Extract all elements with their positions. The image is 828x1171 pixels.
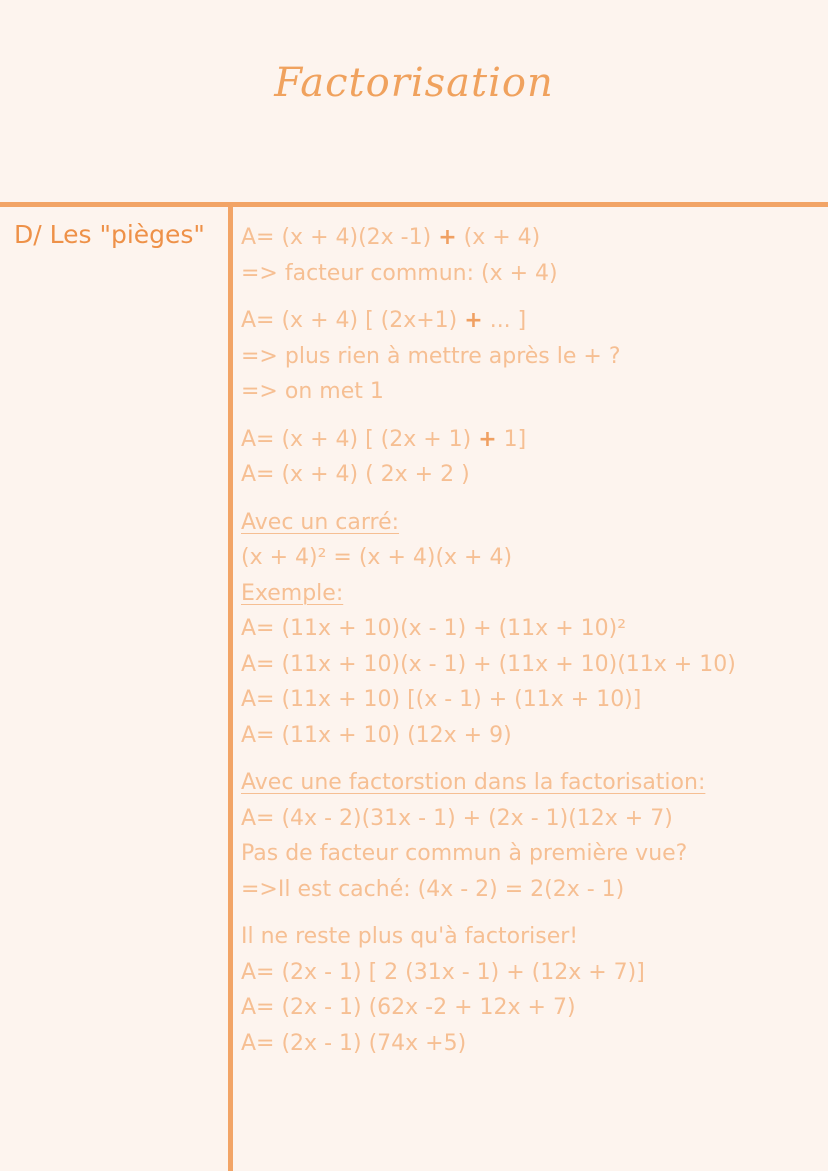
subheading: Exemple: [241,580,344,606]
note-line: Pas de facteur commun à première vue? [241,841,688,866]
note-block-nothing-left [241,303,821,410]
note-line: A= (2x - 1) (62x -2 + 12x + 7) [241,995,576,1020]
plus-sign: + [478,426,497,452]
note-line: A= (4x - 2)(31x - 1) + (2x - 1)(12x + 7) [241,805,673,831]
note-line: => plus rien à mettre après le + ? [241,343,621,369]
note-line: =>Il est caché: (4x - 2) = 2(2x - 1) [241,876,625,902]
note-line: => on met 1 [241,379,384,404]
plus-sign: + [464,308,483,333]
horizontal-divider [0,202,828,207]
page-title: Factorisation [274,60,554,106]
vertical-divider [228,207,233,1171]
note-text: 1] [496,426,527,452]
note-line: A= (11x + 10)(x - 1) + (11x + 10)(11x + 10) [241,651,736,677]
note-line [241,220,821,256]
section-label: D/ Les "pièges" [14,220,205,249]
note-line: A= (11x + 10)(x - 1) + (11x + 10)² [241,616,627,641]
note-text: ... ] [482,308,527,333]
subheading: Avec un carré: [241,509,400,535]
note-line: => facteur commun: (x + 4) [241,260,558,286]
notes-content [241,220,821,1073]
note-line: A= (2x - 1) [ 2 (31x - 1) + (12x + 7)] [241,959,645,985]
note-block-common-factor [241,220,821,291]
note-line [241,303,821,339]
note-block-final [241,919,821,1061]
note-block-square [241,505,821,754]
note-text: A= (x + 4) [ (2x + 1) [241,426,479,452]
note-block-result [241,422,821,493]
note-text: A= (x + 4) [ (2x+1) [241,308,465,333]
note-line: Il ne reste plus qu'à factoriser! [241,924,579,949]
plus-sign: + [438,225,457,250]
note-line [241,422,821,458]
note-line: (x + 4)² = (x + 4)(x + 4) [241,545,513,570]
note-line: A= (11x + 10) [(x - 1) + (11x + 10)] [241,687,642,712]
note-text: (x + 4) [456,225,541,250]
note-line: A= (11x + 10) (12x + 9) [241,722,512,748]
note-line: A= (x + 4) ( 2x + 2 ) [241,462,470,487]
subheading: Avec une factorstion dans la factorisation: [241,770,706,795]
note-line: A= (2x - 1) (74x +5) [241,1030,467,1056]
note-text: A= (x + 4)(2x -1) [241,225,439,250]
note-block-hidden-factor [241,765,821,907]
